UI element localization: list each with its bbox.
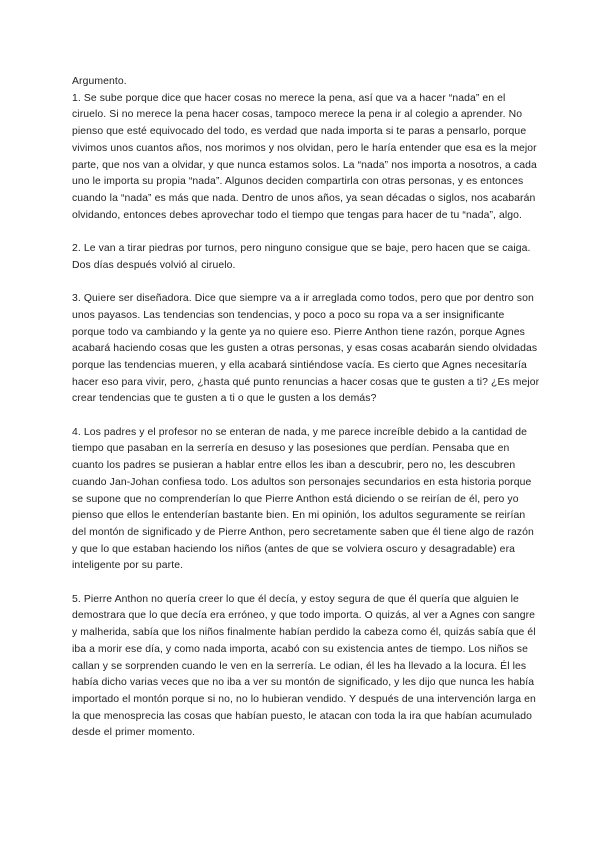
document-body xyxy=(72,74,540,759)
paragraph-3: 3. Quiere ser diseñadora. Dice que siempre va a ir arreglada como todos, pero que por dentro son unos payasos. Las tendencias son tendencias, y poco a poco su ropa va a ser insignificante porque todo va cambiando y la gente ya no quiere eso. Pierre Anthon tiene razón, porque Agnes acabará haciendo cosas que les gusten a otras personas, y esas cosas acabarán siendo olvidadas porque las tendencias mueren, y ella acabará sintiéndose vacía. Es cierto que Agnes necesitaría hacer eso para vivir, pero, ¿hasta qué punto renuncias a hacer cosas que te gusten a ti? ¿Es mejor crear tendencias que te gusten a ti o que le gusten a los demás? xyxy=(72,293,540,405)
paragraph-1: 1. Se sube porque dice que hacer cosas no merece la pena, así que va a hacer “nada” en el ciruelo. Si no merece la pena hacer cosas, tampoco merece la pena ir al colegio a aprender. No pienso que esté equivocado del todo, es verdad que nada importa si te paras a pensarlo, porque vivimos unos cuantos años, nos morimos y nos olvidan, pero le haría entender que esa es la mejor parte, que nos van a olvidar, y que nunca estamos solos. La “nada” nos importa a nosotros, a cada uno le importa su propia “nada”. Algunos deciden compartirla con otras personas, y es entonces cuando la “nada” es más que nada. Dentro de unos años, ya sean décadas o siglos, nos acabarán olvidando, entonces debes aprovechar todo el tiempo que tengas para hacer de tu “nada”, algo. xyxy=(72,92,537,221)
paragraph-5: 5. Pierre Anthon no quería creer lo que él decía, y estoy segura de que él quería que alguien le demostrara que lo que decía era erróneo, y que todo importa. O quizás, al ver a Agnes con sangre y malherida, sabía que los niños finalmente habían perdido la cabeza como él, quizás sabía que él iba a morir ese día, y como nada importa, acabó con su existencia antes de tiempo. Los niños se callan y se sorprenden cuando le ven en la serrería. Le odian, él les ha llevado a la locura. Él les había dicho varias veces que no iba a ver su montón de significado, y les dijo que nunca les había importado el montón porque si no, no lo hubieran vendido. Y después de una intervención larga en la que menosprecia las cosas que habían puesto, le atacan con toda la ira que habían acumulado desde el primer momento. xyxy=(72,593,536,739)
paragraph-2: 2. Le van a tirar piedras por turnos, pero ninguno consigue que se baje, pero hacen que se caiga. Dos días después volvió al ciruelo. xyxy=(72,243,531,271)
document-title: Argumento. xyxy=(72,76,127,87)
paragraph-4: 4. Los padres y el profesor no se enteran de nada, y me parece increíble debido a la cantidad de tiempo que pasaban en la serrería en desuso y las posesiones que perdían. Pensaba que en cuanto los padres se pusieran a hablar entre ellos les iban a descubrir, pero no, les descubren cuando Jan-Johan confiesa todo. Los adultos son personajes secundarios en esta historia porque se supone que no comprenderían lo que Pierre Anthon está diciendo o se reirían de él, pero yo pienso que ellos le entenderían bastante bien. En mi opinión, los adultos seguramente se reirían del montón de significado y de Pierre Anthon, pero secretamente saben que él tiene algo de razón y que lo que estaban haciendo los niños (antes de que se volviera oscuro y desagradable) era inteligente por su parte. xyxy=(72,426,534,572)
